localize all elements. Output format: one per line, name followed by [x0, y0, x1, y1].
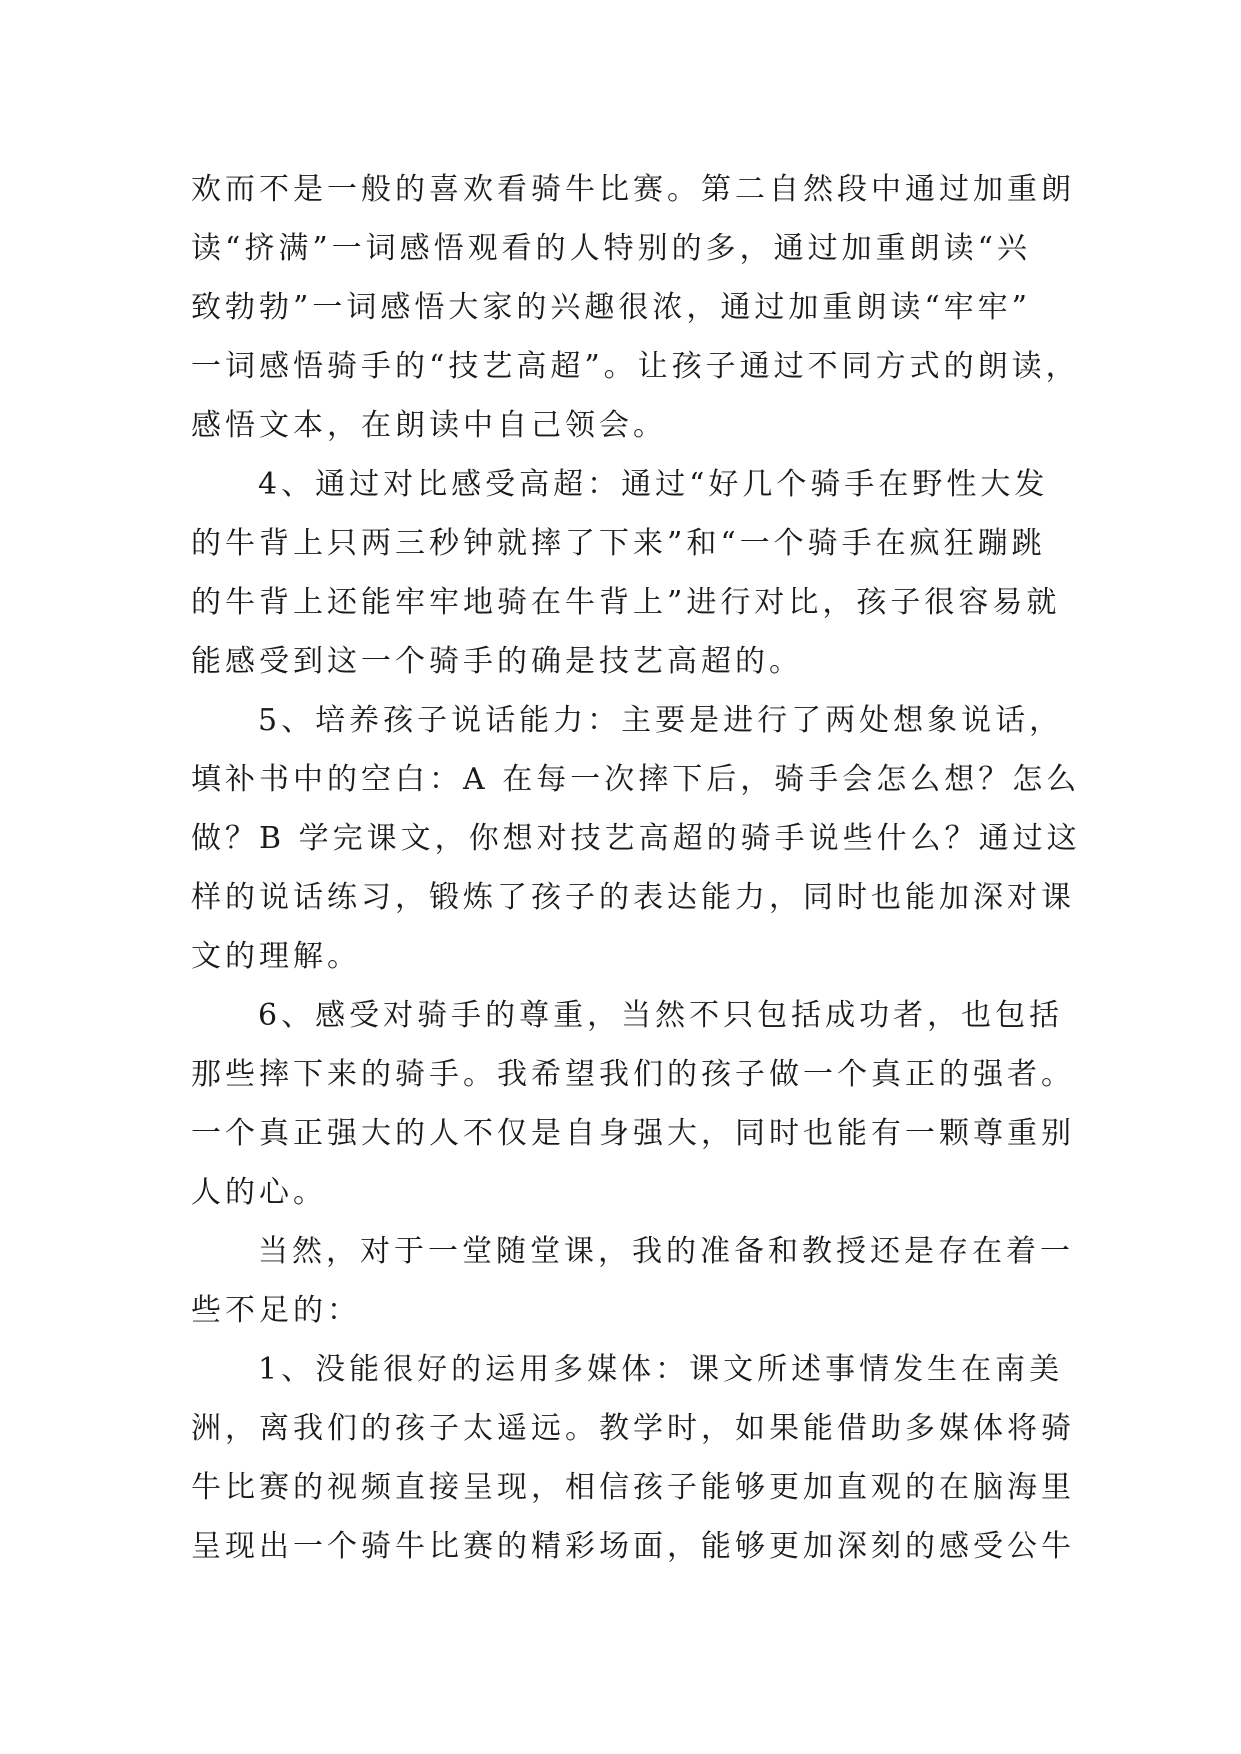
text-line: 一词感悟骑手的“技艺高超”。让孩子通过不同方式的朗读， — [191, 349, 1080, 384]
text-line: 些不足的： — [191, 1293, 361, 1328]
paragraph-first-line: 6、感受对骑手的尊重，当然不只包括成功者，也包括 — [258, 998, 1064, 1033]
text-line: 致勃勃”一词感悟大家的兴趣很浓，通过加重朗读“牢牢” — [191, 290, 1032, 325]
text-line: 能感受到这一个骑手的确是技艺高超的。 — [191, 644, 803, 679]
text-line: 样的说话练习，锻炼了孩子的表达能力，同时也能加深对课 — [191, 880, 1075, 915]
text-line: 的牛背上只两三秒钟就摔了下来”和“一个骑手在疯狂蹦跳 — [191, 526, 1046, 561]
text-line: 做？B 学完课文，你想对技艺高超的骑手说些什么？通过这 — [191, 821, 1081, 856]
text-line: 洲，离我们的孩子太遥远。教学时，如果能借助多媒体将骑 — [191, 1411, 1075, 1446]
text-line: 人的心。 — [191, 1175, 327, 1210]
text-line: 填补书中的空白：A 在每一次摔下后，骑手会怎么想？怎么 — [191, 762, 1081, 797]
text-line: 感悟文本，在朗读中自己领会。 — [191, 408, 667, 443]
paragraph-first-line: 1、没能很好的运用多媒体：课文所述事情发生在南美 — [258, 1352, 1064, 1387]
text-line: 欢而不是一般的喜欢看骑牛比赛。第二自然段中通过加重朗 — [191, 172, 1075, 207]
paragraph-first-line: 当然，对于一堂随堂课，我的准备和教授还是存在着一 — [258, 1234, 1074, 1269]
body-text — [191, 160, 1081, 1576]
text-line: 那些摔下来的骑手。我希望我们的孩子做一个真正的强者。 — [191, 1057, 1075, 1092]
text-line: 一个真正强大的人不仅是自身强大，同时也能有一颗尊重别 — [191, 1116, 1075, 1151]
text-line: 呈现出一个骑牛比赛的精彩场面，能够更加深刻的感受公牛 — [191, 1529, 1075, 1564]
text-line: 牛比赛的视频直接呈现，相信孩子能够更加直观的在脑海里 — [191, 1470, 1075, 1505]
text-line: 的牛背上还能牢牢地骑在牛背上”进行对比，孩子很容易就 — [191, 585, 1061, 620]
paragraph-first-line: 4、通过对比感受高超：通过“好几个骑手在野性大发 — [258, 467, 1049, 502]
text-line: 读“挤满”一词感悟观看的人特别的多，通过加重朗读“兴 — [191, 231, 1032, 266]
paragraph-first-line: 5、培养孩子说话能力：主要是进行了两处想象说话， — [258, 703, 1064, 738]
text-line: 文的理解。 — [191, 939, 361, 974]
